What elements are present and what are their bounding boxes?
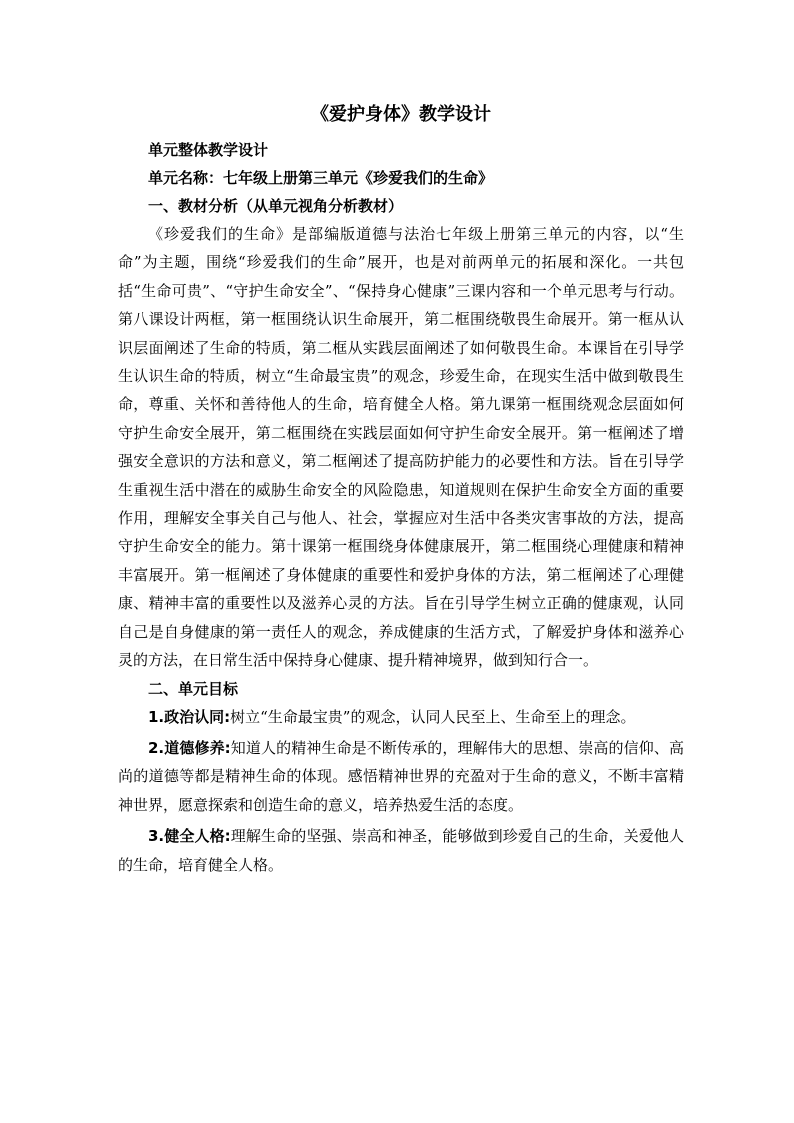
goal-3-text: 理解生命的坚强、崇高和神圣，能够做到珍爱自己的生命，关爱他人的生命，培育健全人格。	[118, 827, 684, 874]
goal-2	[118, 734, 684, 819]
goal-1-text: 树立“生命最宝贵”的观念，认同人民至上、生命至上的理念。	[230, 707, 636, 726]
goal-3	[118, 822, 684, 879]
section-1-body: 《珍爱我们的生命》是部编版道德与法治七年级上册第三单元的内容，以“生命”为主题，围绕“珍爱我们的生命”展开，也是对前两单元的拓展和深化。一共包括“生命可贵”、“守护生命安全”、“保持身心健康”三课内容和一个单元思考与行动。第八课设计两框，第一框围绕认识生命展开，第二框围绕敬畏生命展开。第一框从认识层面阐述了生命的特质，第二框从实践层面阐述了如何敬畏生命。本课旨在引导学生认识生命的特质，树立“生命最宝贵”的观念，珍爱生命，在现实生活中做到敬畏生命，尊重、关怀和善待他人的生命，培育健全人格。第九课第一框围绕观念层面如何守护生命安全展开，第二框围绕在实践层面如何守护生命安全展开。第一框阐述了增强安全意识的方法和意义，第二框阐述了提高防护能力的必要性和方法。旨在引导学生重视生活中潜在的威胁生命安全的风险隐患，知道规则在保护生命安全方面的重要作用，理解安全事关自己与他人、社会，掌握应对生活中各类灾害事故的方法，提高守护生命安全的能力。第十课第一框围绕身体健康展开，第二框围绕心理健康和精神丰富展开。第一框阐述了身体健康的重要性和爱护身体的方法，第二框阐述了心理健康、精神丰富的重要性以及滋养心灵的方法。旨在引导学生树立正确的健康观，认同自己是自身健康的第一责任人的观念，养成健康的生活方式，了解爱护身体和滋养心灵的方法，在日常生活中保持身心健康、提升精神境界，做到知行合一。	[118, 225, 684, 670]
goal-2-label: 2.道德修养:	[148, 738, 231, 757]
goal-2-text: 知道人的精神生命是不断传承的，理解伟大的思想、崇高的信仰、高尚的道德等都是精神生命的体现。感悟精神世界的充盈对于生命的意义，不断丰富精神世界，愿意探索和创造生命的意义，培养热爱生活的态度。	[118, 738, 684, 814]
unit-name: 单元名称：七年级上册第三单元《珍爱我们的生命》	[148, 169, 494, 187]
section-2-heading: 二、单元目标	[148, 679, 239, 698]
goal-3-label: 3.健全人格:	[148, 827, 231, 846]
goal-1	[118, 703, 684, 731]
unit-design-label: 单元整体教学设计	[148, 141, 269, 159]
document-title: 《爱护身体》教学设计	[311, 104, 491, 125]
section-1-heading: 一、教材分析（从单元视角分析教材）	[148, 197, 404, 215]
goal-1-label: 1.政治认同:	[148, 707, 231, 726]
